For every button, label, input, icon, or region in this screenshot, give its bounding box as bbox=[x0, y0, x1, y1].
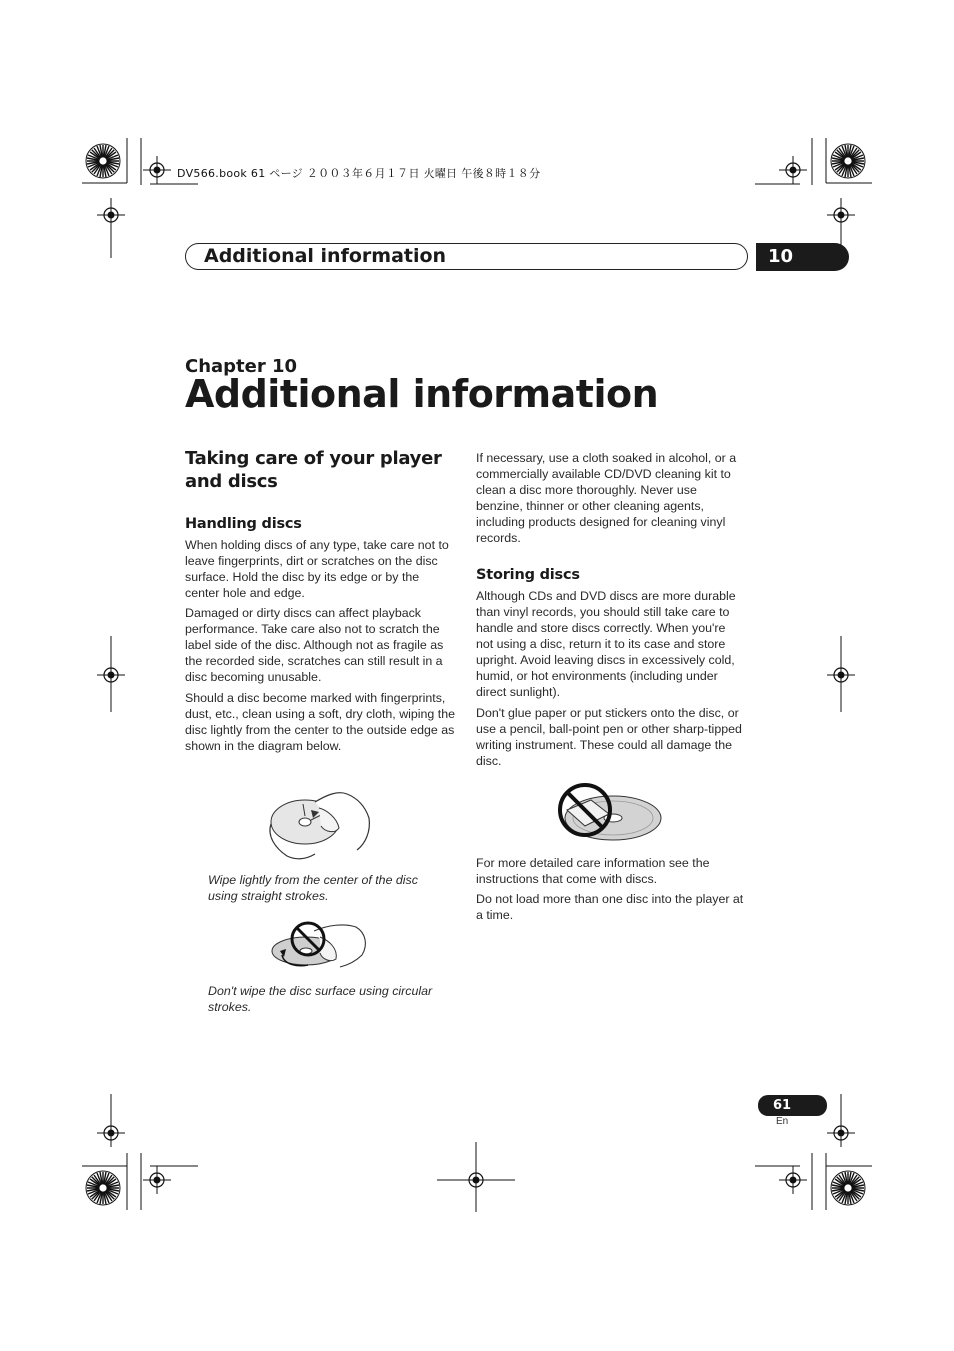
more-info-paragraph-2: Do not load more than one disc into the player at a time. bbox=[476, 892, 744, 922]
print-info: DV566.book 61 ページ ２００３年６月１７日 火曜日 午後８時１８分 bbox=[177, 167, 541, 180]
running-header bbox=[185, 243, 748, 270]
cleaning-paragraph: If necessary, use a cloth soaked in alcohol, or a commercially available CD/DVD cleaning kit to clean a disc more thoroughly. Never use benzine, thinner or other cleaning agents, including products designed for cleaning vinyl records. bbox=[476, 451, 737, 545]
caption-no-circular: Don't wipe the disc surface using circular strokes. bbox=[208, 984, 433, 1014]
caption-wipe-straight: Wipe lightly from the center of the disc using straight strokes. bbox=[208, 873, 418, 903]
more-info-paragraph-1: For more detailed care information see the instructions that come with discs. bbox=[476, 856, 710, 886]
page-number: 61 bbox=[758, 1095, 827, 1116]
chapter-number-tab: 10 bbox=[756, 243, 849, 271]
storing-paragraph-2: Don't glue paper or put stickers onto the disc, or use a pencil, ball-point pen or other sharp-tipped writing instrument. These could all damage the disc. bbox=[476, 706, 742, 768]
no-circular-wipe-illustration bbox=[268, 915, 373, 975]
language-code: En bbox=[776, 1116, 789, 1127]
header-title: Additional information bbox=[204, 245, 447, 267]
handling-heading: Handling discs bbox=[185, 516, 302, 532]
storing-paragraph-1: Although CDs and DVD discs are more durable than vinyl records, you should still take care to handle and store discs correctly. When you're not using a disc, return it to its case and store upright. Avoid leaving discs in excessively cold, humid, or hot environments (including under direct sunlight). bbox=[476, 589, 736, 699]
chapter-label: Chapter 10 bbox=[185, 356, 298, 377]
handling-paragraph-2: Damaged or dirty discs can affect playback performance. Take care also not to scratch the label side of the disc. Although not as fragile as the recorded side, scratches can still result in a disc becoming unusable. bbox=[185, 606, 444, 684]
storing-heading: Storing discs bbox=[476, 567, 580, 583]
wipe-straight-illustration bbox=[265, 782, 375, 864]
handling-paragraph-1: When holding discs of any type, take care not to leave fingerprints, dirt or scratches on the disc surface. Hold the disc by its edge or by the center hole and edge. bbox=[185, 538, 449, 600]
chapter-title: Additional information bbox=[185, 372, 659, 416]
section-title: Taking care of your player and discs bbox=[185, 448, 442, 492]
no-sticker-illustration bbox=[555, 780, 665, 846]
handling-paragraph-3: Should a disc become marked with fingerprints, dust, etc., clean using a soft, dry cloth, wiping the disc lightly from the center to the outside edge as shown in the diagram below. bbox=[185, 691, 455, 753]
